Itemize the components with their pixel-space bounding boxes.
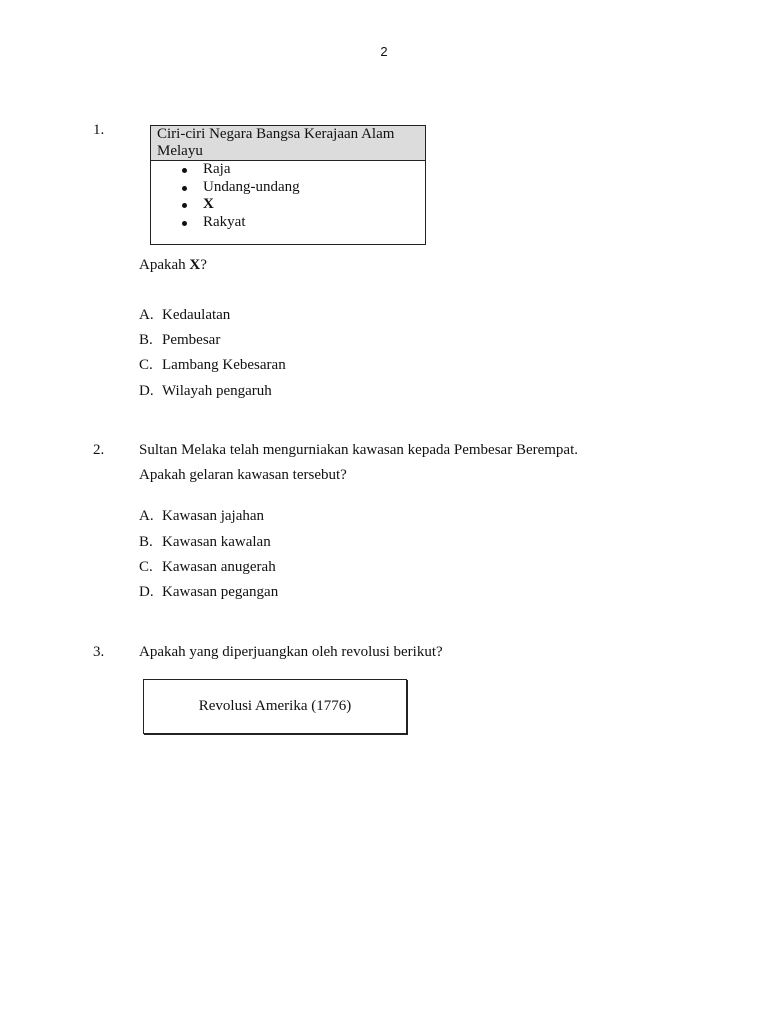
info-box-text: Revolusi Amerika (1776): [198, 698, 352, 714]
question-1-info-box: [150, 125, 426, 245]
info-box-header: Ciri-ciri Negara Bangsa Kerajaan Alam Melayu: [151, 126, 425, 161]
option-d[interactable]: [139, 383, 272, 400]
option-b[interactable]: [139, 332, 220, 349]
option-b[interactable]: [139, 534, 271, 551]
info-box-list: [151, 161, 425, 231]
list-item-text: Rakyat: [203, 213, 246, 230]
stem-bold: X: [189, 257, 201, 273]
bullet-icon: [182, 168, 187, 173]
option-text: Pembesar: [162, 332, 221, 348]
option-text: Kawasan pegangan: [162, 584, 279, 600]
list-item-text: Undang-undang: [203, 178, 300, 195]
stem-prefix: Apakah: [139, 257, 190, 273]
option-c[interactable]: [139, 559, 276, 576]
option-text: Kedaulatan: [162, 307, 231, 323]
list-item: [151, 161, 425, 179]
option-c[interactable]: [139, 357, 286, 374]
option-text: Kawasan anugerah: [162, 559, 276, 575]
list-item: [151, 179, 425, 197]
option-letter: D.: [139, 584, 154, 600]
option-letter: C.: [139, 357, 153, 373]
question-3-info-box: [143, 679, 407, 734]
question-2-stem-line1: Sultan Melaka telah mengurniakan kawasan kepada Pembesar Berempat.: [139, 442, 579, 458]
option-letter: A.: [139, 307, 154, 323]
question-2-stem-line2: Apakah gelaran kawasan tersebut?: [139, 467, 347, 483]
list-item: [151, 196, 425, 214]
option-letter: B.: [139, 534, 153, 550]
option-letter: C.: [139, 559, 153, 575]
page-number: 2: [380, 44, 388, 59]
list-item: [151, 214, 425, 232]
option-letter: A.: [139, 508, 154, 524]
question-3-stem: Apakah yang diperjuangkan oleh revolusi berikut?: [139, 644, 443, 660]
list-item-text: Raja: [203, 161, 231, 177]
option-text: Lambang Kebesaran: [162, 357, 286, 373]
bullet-icon: [182, 203, 187, 208]
option-a[interactable]: [139, 508, 264, 525]
option-text: Wilayah pengaruh: [162, 383, 272, 399]
question-2-number: 2.: [93, 442, 105, 458]
option-text: Kawasan kawalan: [162, 534, 271, 550]
stem-suffix: ?: [200, 257, 207, 273]
option-d[interactable]: [139, 584, 278, 601]
option-text: Kawasan jajahan: [162, 508, 265, 524]
option-a[interactable]: [139, 307, 230, 324]
list-item-text: X: [203, 196, 214, 212]
option-letter: B.: [139, 332, 153, 348]
question-1-number: 1.: [93, 122, 105, 138]
question-1-stem: [139, 257, 207, 274]
question-3-number: 3.: [93, 644, 105, 660]
bullet-icon: [182, 186, 187, 191]
bullet-icon: [182, 221, 187, 226]
option-letter: D.: [139, 383, 154, 399]
